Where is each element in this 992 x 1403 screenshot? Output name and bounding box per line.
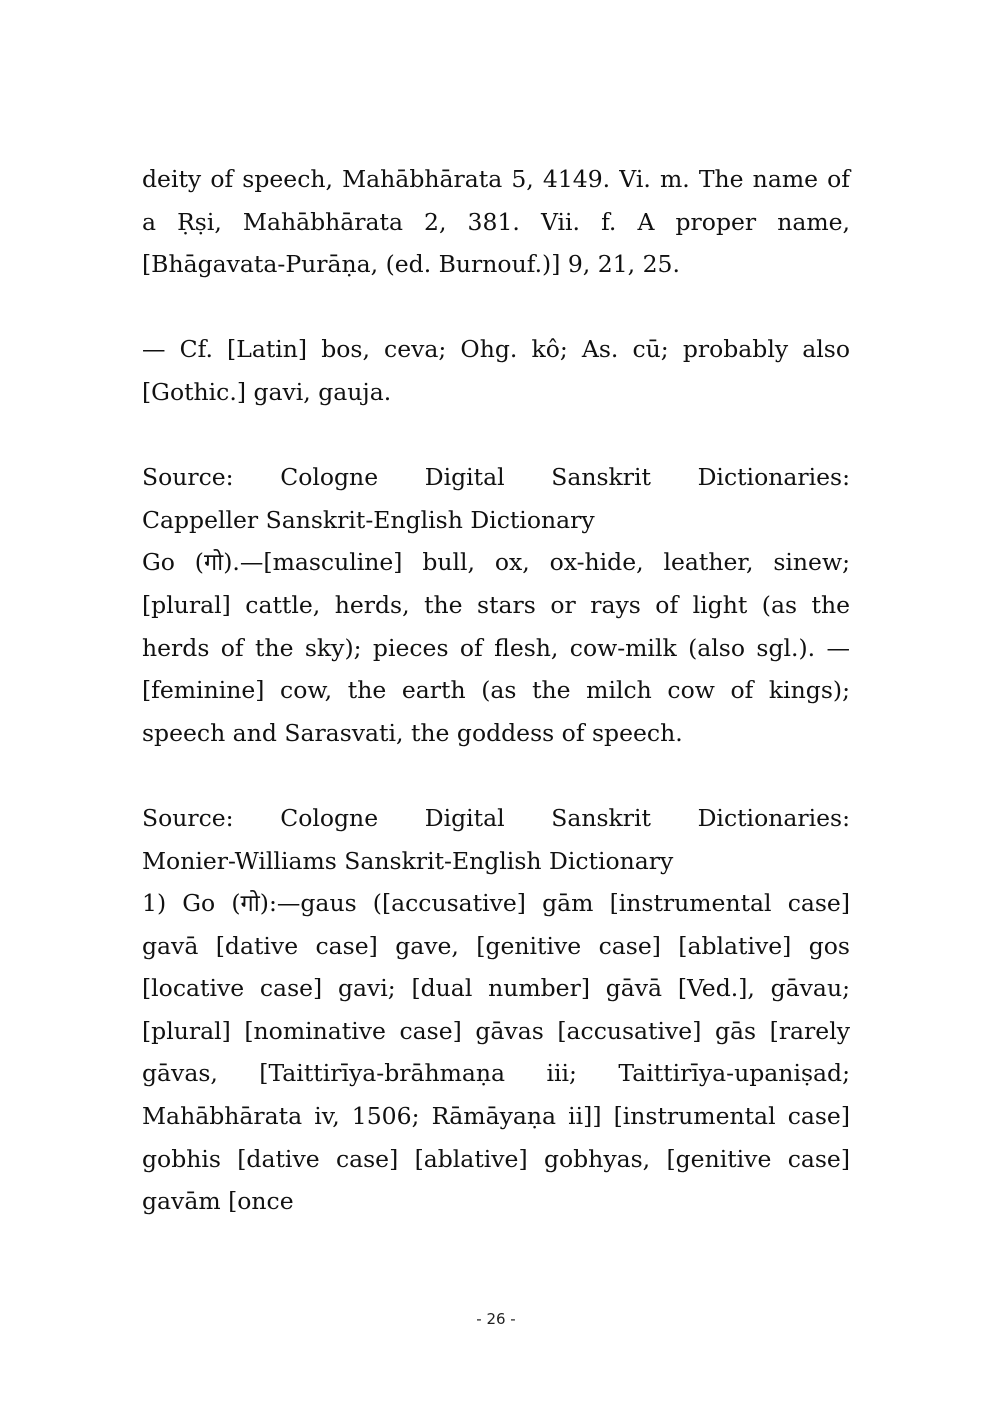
source-heading: Source: Cologne Digital Sanskrit Dictionaries: [142,463,850,492]
dictionary-name: Monier-Williams Sanskrit-English Dictionary [142,846,674,875]
dictionary-section-cappeller [142,456,850,754]
source-heading: Source: Cologne Digital Sanskrit Dictionaries: [142,803,850,832]
page-content [142,158,850,1223]
dictionary-entry: Go (गो).—[masculine] bull, ox, ox-hide, leather, sinew; [plural] cattle, herds, the stars or rays of light (as the herds of the sky); pieces of flesh, cow-milk (also sgl.). —[feminine] cow, the earth (as the milch cow of kings); speech and Sarasvati, the goddess of speech. [142,548,850,747]
dictionary-section-monier-williams [142,797,850,1223]
page-number: - 26 - [476,1310,516,1328]
paragraph-cognates: — Cf. [Latin] bos, ceva; Ohg. kô; As. cū; probably also [Gothic.] gavi, gauja. [142,335,850,406]
dictionary-entry: 1) Go (गो):—gaus ([accusative] gām [instrumental case] gavā [dative case] gave, [genitive case] [ablative] gos [locative case] gavi; [dual number] gāvā [Ved.], gāvau; [plural] [nominative case] gāvas [accusative] gās [rarely gāvas, [Taittirīya-brāhmaṇa iii; Taittirīya-upaniṣad; Mahābhārata iv, 1506; Rāmāyaṇa ii]] [instrumental case] gobhis [dative case] [ablative] gobhyas, [genitive case] gavām [once [142,889,850,1216]
dictionary-name: Cappeller Sanskrit-English Dictionary [142,505,595,534]
paragraph-deity-of-speech: deity of speech, Mahābhārata 5, 4149. Vi. m. The name of a Ṛṣi, Mahābhārata 2, 381. Vii. f. A proper name, [Bhāgavata-Purāṇa, (ed. Burnouf.)] 9, 21, 25. [142,165,850,279]
